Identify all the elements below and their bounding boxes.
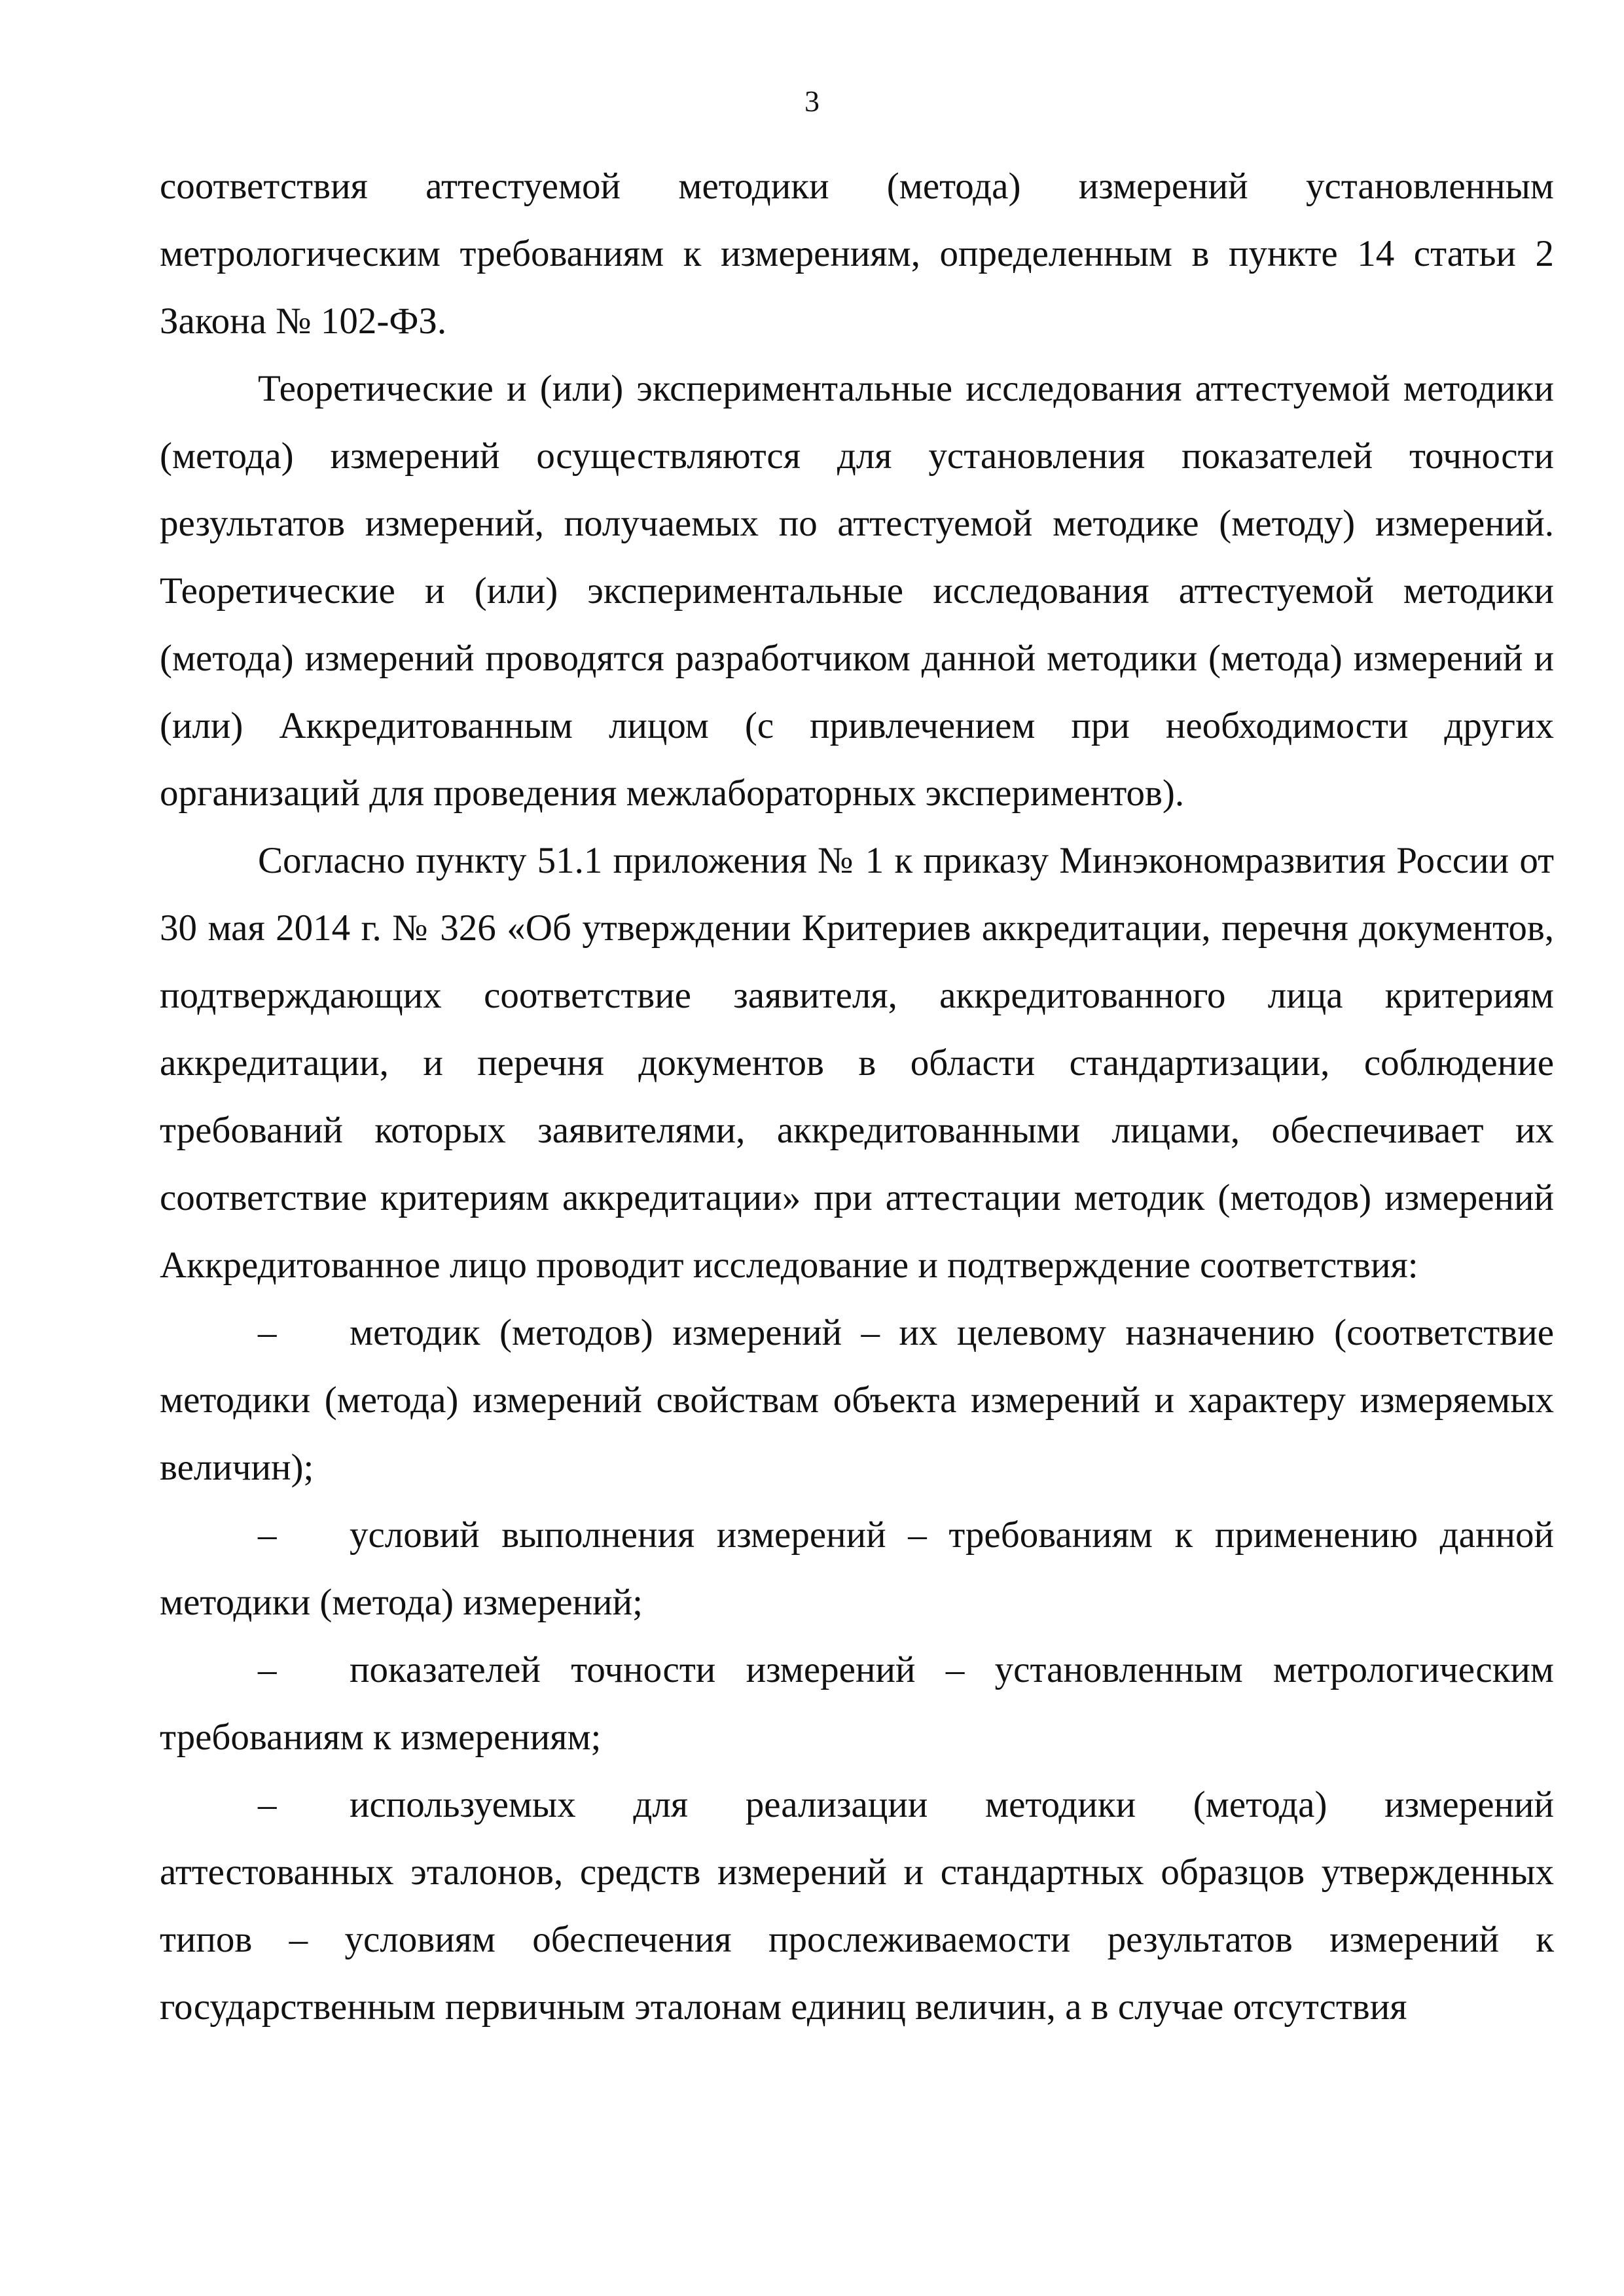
list-item-text: используемых для реализации методики (метода) измерений аттестованных эталонов, средств измерений и стандартных образцов утвержденных типов – условиям обеспечения прослеживаемости результатов измерений к государственным первичным эталонам единиц величин, а в случае отсутствия xyxy=(160,1784,1554,2028)
dash-marker: – xyxy=(258,1514,277,1556)
page-number: 3 xyxy=(804,84,820,118)
dash-marker: – xyxy=(258,1312,277,1353)
list-item-text: показателей точности измерений – установленным метрологическим требованиям к измерениям; xyxy=(160,1649,1554,1758)
list-item xyxy=(160,1771,1554,2041)
list-item-text: методик (методов) измерений – их целевому назначению (соответствие методики (метода) измерений свойствам объекта измерений и характеру измеряемых величин); xyxy=(160,1312,1554,1488)
list-item-text: условий выполнения измерений – требованиям к применению данной методики (метода) измерений; xyxy=(160,1514,1554,1623)
paragraph-continued: соответствия аттестуемой методики (метода) измерений установленным метрологическим требованиям к измерениям, определенным в пункте 14 статьи 2 Закона № 102-ФЗ. xyxy=(160,166,1554,342)
document-body xyxy=(160,153,1554,2041)
dash-marker: – xyxy=(258,1649,277,1690)
paragraph-research: Теоретические и (или) экспериментальные исследования аттестуемой методики (метода) измерений осуществляются для установления показателей точности результатов измерений, получаемых по аттестуемой методике (методу) измерений. Теоретические и (или) экспериментальные исследования аттестуемой методики (метода) измерений проводятся разработчиком данной методики (метода) измерений и (или) Аккредитованным лицом (с привлечением при необходимости других организаций для проведения межлабораторных экспериментов). xyxy=(160,368,1554,814)
list-item xyxy=(160,1636,1554,1771)
paragraph-accreditation-criteria: Согласно пункту 51.1 приложения № 1 к приказу Минэкономразвития России от 30 мая 2014 г. № 326 «Об утверждении Критериев аккредитации, перечня документов, подтверждающих соответствие заявителя, аккредитованного лица критериям аккредитации, и перечня документов в области стандартизации, соблюдение требований которых заявителями, аккредитованными лицами, обеспечивает их соответствие критериям аккредитации» при аттестации методик (методов) измерений Аккредитованное лицо проводит исследование и подтверждение соответствия: xyxy=(160,840,1554,1286)
dash-marker: – xyxy=(258,1784,277,1825)
list-item xyxy=(160,1299,1554,1501)
list-item xyxy=(160,1501,1554,1636)
